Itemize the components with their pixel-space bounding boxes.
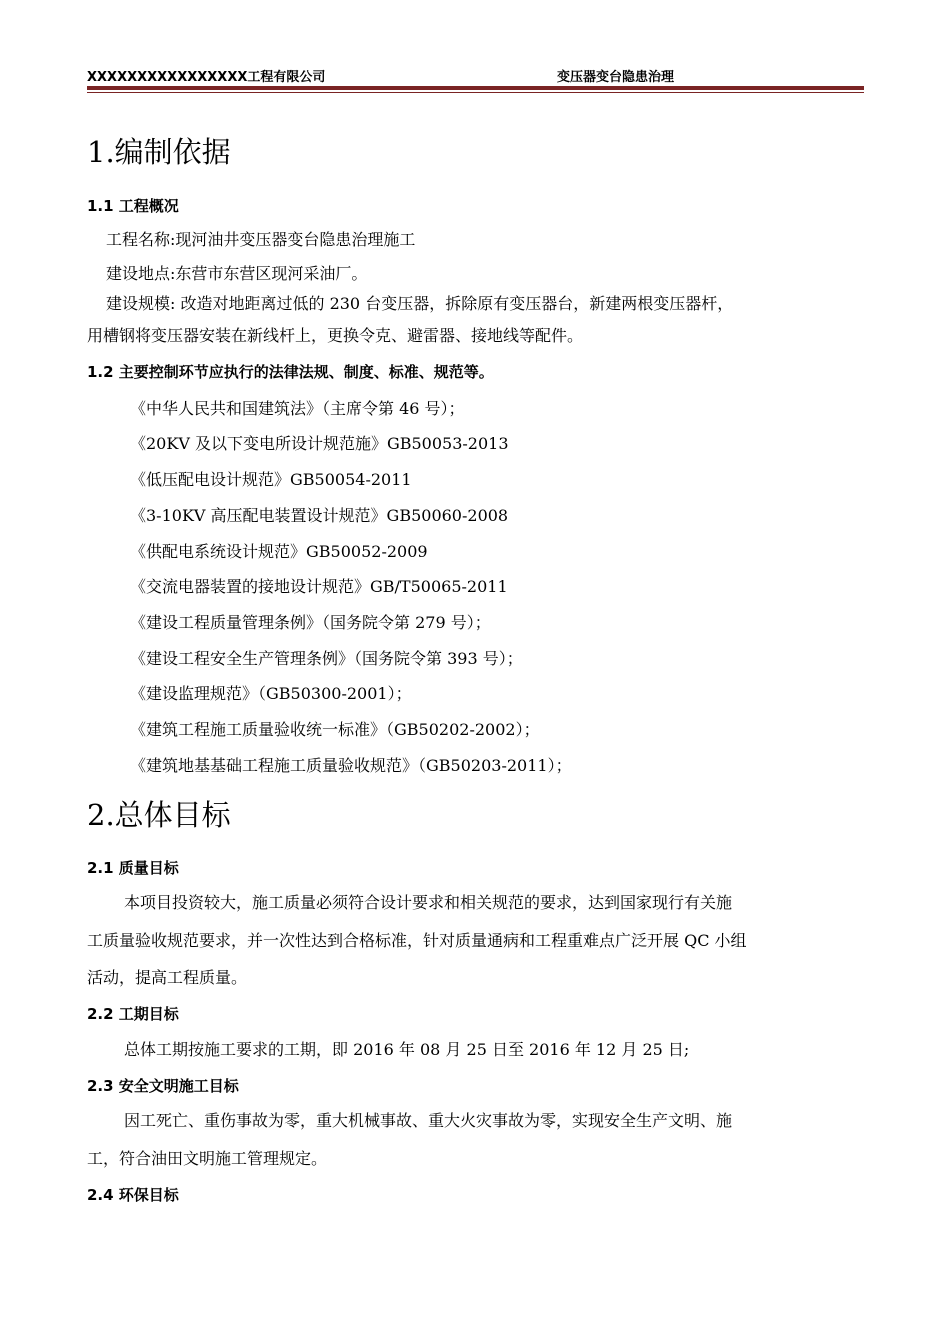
reference-item: 《建筑工程施工质量验收统一标准》（GB50202-2002）； [130, 720, 540, 739]
header-project: 变压器变台隐患治理 [557, 70, 675, 85]
header-rule-thin [87, 92, 864, 93]
safety-goal-line-2: 工，符合油田文明施工管理规定。 [87, 1149, 328, 1168]
section-1-title: 1.编制依据 [87, 135, 231, 169]
quality-goal-line-2: 工质量验收规范要求，并一次性达到合格标准，针对质量通病和工程重难点广泛开展 QC 小组 [87, 931, 747, 950]
section-1-1-heading: 1.1 工程概况 [87, 197, 179, 215]
reference-item: 《建设工程质量管理条例》（国务院令第 279 号）； [130, 613, 491, 632]
reference-item: 《中华人民共和国建筑法》（主席令第 46 号）； [130, 399, 465, 418]
reference-item: 《交流电器装置的接地设计规范》GB/T50065-2011 [130, 577, 508, 596]
project-scale-line-2: 用槽钢将变压器安装在新线杆上，更换令克、避雷器、接地线等配件。 [87, 326, 584, 345]
project-location-line: 建设地点:东营市东营区现河采油厂。 [106, 264, 368, 283]
reference-item: 《20KV 及以下变电所设计规范施》GB50053-2013 [130, 434, 509, 453]
reference-item: 《供配电系统设计规范》GB50052-2009 [130, 542, 428, 561]
quality-goal-line-3: 活动，提高工程质量。 [87, 968, 248, 987]
reference-item: 《低压配电设计规范》GB50054-2011 [130, 470, 412, 489]
header-rule-thick [87, 86, 864, 90]
quality-goal-line-1: 本项目投资较大，施工质量必须符合设计要求和相关规范的要求，达到国家现行有关施 [124, 893, 733, 912]
reference-item: 《建设工程安全生产管理条例》（国务院令第 393 号）； [130, 649, 523, 668]
header-company: XXXXXXXXXXXXXXXX工程有限公司 [87, 70, 326, 85]
safety-goal-line-1: 因工死亡、重伤事故为零，重大机械事故、重大火灾事故为零，实现安全生产文明、施 [124, 1111, 733, 1130]
section-2-title: 2.总体目标 [87, 798, 231, 832]
project-scale-line-1: 建设规模: 改造对地距离过低的 230 台变压器，拆除原有变压器台，新建两根变压器杆， [106, 294, 734, 313]
reference-item: 《建设监理规范》（GB50300-2001）； [130, 684, 412, 703]
section-2-3-heading: 2.3 安全文明施工目标 [87, 1077, 239, 1095]
project-name-line: 工程名称:现河油井变压器变台隐患治理施工 [106, 230, 416, 249]
section-2-2-heading: 2.2 工期目标 [87, 1005, 179, 1023]
section-1-2-heading: 1.2 主要控制环节应执行的法律法规、制度、标准、规范等。 [87, 363, 494, 381]
section-2-1-heading: 2.1 质量目标 [87, 859, 179, 877]
schedule-goal-line: 总体工期按施工要求的工期，即 2016 年 08 月 25 日至 2016 年 12 月 25 日; [124, 1040, 690, 1059]
reference-item: 《建筑地基基础工程施工质量验收规范》（GB50203-2011）； [130, 756, 572, 775]
section-2-4-heading: 2.4 环保目标 [87, 1186, 179, 1204]
reference-item: 《3-10KV 高压配电装置设计规范》GB50060-2008 [130, 506, 509, 525]
